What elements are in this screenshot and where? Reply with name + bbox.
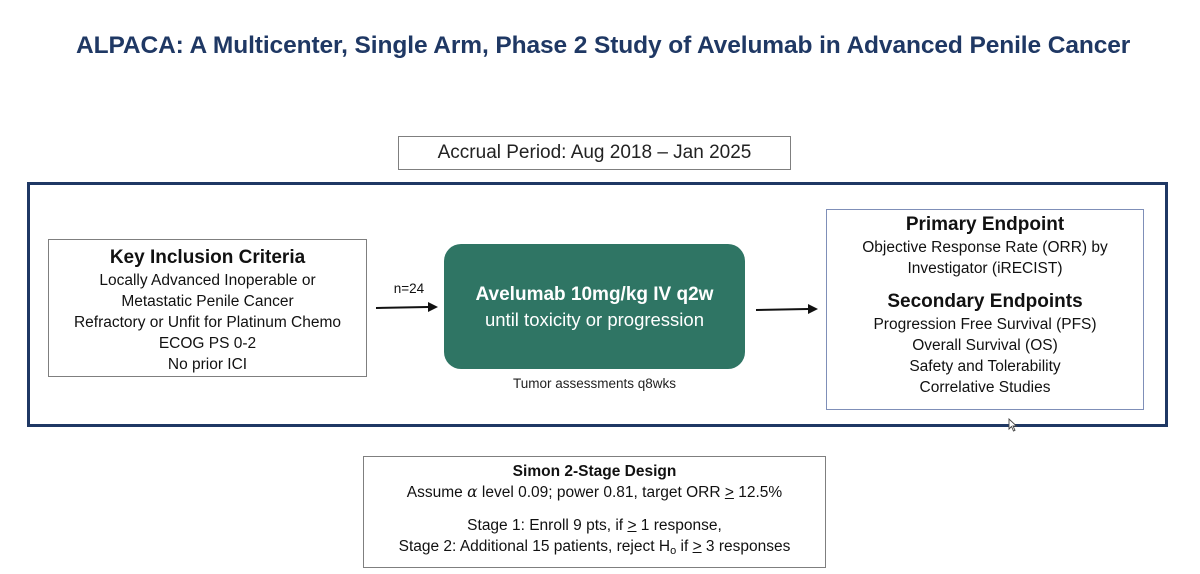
null-hypothesis-subscript: o bbox=[670, 545, 677, 557]
greater-equal-symbol: > bbox=[627, 517, 637, 534]
arrow-to-endpoints-icon bbox=[754, 302, 820, 316]
inclusion-line: Locally Advanced Inoperable or bbox=[99, 272, 316, 289]
secondary-endpoints-heading: Secondary Endpoints bbox=[887, 291, 1083, 312]
arrow-to-treatment-icon bbox=[374, 300, 440, 314]
treatment-box bbox=[444, 244, 745, 369]
enrollment-label: n=24 bbox=[393, 281, 425, 296]
secondary-endpoint-line: Overall Survival (OS) bbox=[912, 337, 1058, 354]
primary-endpoint-line: Investigator (iRECIST) bbox=[907, 260, 1063, 277]
secondary-endpoint-line: Progression Free Survival (PFS) bbox=[873, 316, 1097, 333]
inclusion-criteria-box bbox=[48, 239, 367, 377]
slide-title: ALPACA: A Multicenter, Single Arm, Phase 2 Study of Avelumab in Advanced Penile Cancer bbox=[76, 32, 1131, 59]
primary-endpoint-heading: Primary Endpoint bbox=[905, 214, 1065, 235]
simon-design-box bbox=[363, 456, 826, 568]
accrual-period-text: Accrual Period: Aug 2018 – Jan 2025 bbox=[437, 142, 752, 163]
simon-stage-2: Stage 2: Additional 15 patients, reject $H_o$ if > 3 responses bbox=[398, 538, 791, 557]
secondary-endpoint-line: Safety and Tolerability bbox=[909, 358, 1061, 375]
greater-equal-symbol: > bbox=[692, 538, 702, 555]
simon-stage-1: Stage 1: Enroll 9 pts, if > 1 response, bbox=[467, 517, 722, 534]
secondary-endpoint-line: Correlative Studies bbox=[919, 379, 1051, 396]
alpha-symbol: α bbox=[467, 483, 478, 501]
inclusion-line: No prior ICI bbox=[167, 356, 248, 373]
tumor-assessment-note: Tumor assessments q8wks bbox=[512, 376, 677, 391]
primary-endpoint-line: Objective Response Rate (ORR) by bbox=[862, 239, 1108, 256]
endpoints-box bbox=[826, 209, 1144, 410]
simon-assumptions: Assume α level 0.09; power 0.81, target ORR > 12.5% bbox=[406, 483, 783, 501]
greater-equal-symbol: > bbox=[724, 484, 734, 501]
inclusion-line: Refractory or Unfit for Platinum Chemo bbox=[73, 314, 342, 331]
inclusion-heading: Key Inclusion Criteria bbox=[109, 247, 306, 268]
mouse-pointer-icon bbox=[1008, 418, 1018, 432]
treatment-regimen: Avelumab 10mg/kg IV q2w bbox=[475, 283, 714, 305]
treatment-duration: until toxicity or progression bbox=[484, 308, 704, 330]
accrual-period-box bbox=[398, 136, 791, 170]
inclusion-line: ECOG PS 0-2 bbox=[158, 335, 257, 352]
inclusion-line: Metastatic Penile Cancer bbox=[121, 293, 294, 310]
simon-heading: Simon 2-Stage Design bbox=[512, 463, 677, 480]
